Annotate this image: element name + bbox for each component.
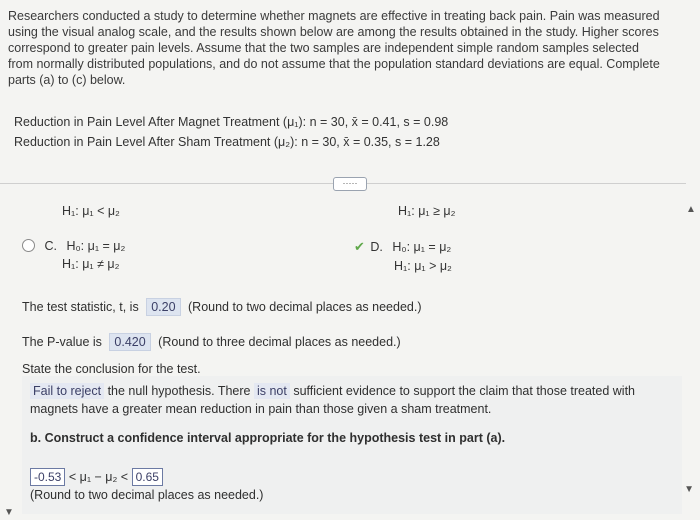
test-statistic-prefix: The test statistic, t, is <box>22 300 139 314</box>
sham-data-line: Reduction in Pain Level After Sham Treatment (μ₂): n = 30, x̄ = 0.35, s = 1.28 <box>14 135 440 149</box>
conclusion-line-2: magnets have a greater mean reduction in pain than those given a sham treatment. <box>30 402 492 416</box>
confidence-interval-row <box>30 468 163 486</box>
option-d[interactable] <box>354 239 452 273</box>
reject-dropdown[interactable]: Fail to reject <box>30 383 104 399</box>
intro-line: correspond to greater pain levels. Assume that the two samples are independent simple random samples selected <box>8 41 639 55</box>
p-value-note: (Round to three decimal places as needed.) <box>158 335 401 349</box>
option-c-h0: H₀: μ₁ = μ₂ <box>66 239 126 253</box>
option-a-h1: H₁: μ₁ ≥ μ₂ <box>398 204 456 218</box>
ci-upper-input[interactable]: 0.65 <box>132 468 163 486</box>
conclusion-text-1: the null hypothesis. There <box>107 384 251 398</box>
option-d-h1: H₁: μ₁ > μ₂ <box>394 259 452 273</box>
ci-note: (Round to two decimal places as needed.) <box>30 488 264 502</box>
test-statistic-answer[interactable]: 0.20 <box>146 298 180 316</box>
intro-line: Researchers conducted a study to determine whether magnets are effective in treating back pain. Pain was measured <box>8 9 660 23</box>
option-d-letter: D. <box>370 240 383 254</box>
scroll-down-arrow-icon[interactable]: ▼ <box>4 507 14 518</box>
option-c-h1: H₁: μ₁ ≠ μ₂ <box>62 257 120 271</box>
evidence-dropdown[interactable]: is not <box>254 383 290 399</box>
intro-line: using the visual analog scale, and the results shown below are among the results obtained in the study. Higher scores <box>8 25 659 39</box>
scroll-down-arrow-icon[interactable]: ▼ <box>684 484 694 495</box>
intro-line: parts (a) to (c) below. <box>8 73 126 87</box>
magnet-data-line: Reduction in Pain Level After Magnet Treatment (μ₁): n = 30, x̄ = 0.41, s = 0.98 <box>14 115 449 129</box>
part-b-prompt: b. Construct a confidence interval appropriate for the hypothesis test in part (a). <box>30 431 506 445</box>
conclusion-prompt: State the conclusion for the test. <box>22 362 201 376</box>
test-statistic-note: (Round to two decimal places as needed.) <box>188 300 422 314</box>
p-value-prefix: The P-value is <box>22 335 102 349</box>
answer-panel <box>22 376 682 514</box>
ci-middle: < μ₁ − μ₂ < <box>68 470 129 484</box>
p-value-row <box>22 333 401 351</box>
sample-data <box>14 112 674 152</box>
option-d-h0: H₀: μ₁ = μ₂ <box>392 240 452 254</box>
problem-statement <box>8 8 694 88</box>
test-statistic-row <box>22 298 421 316</box>
expand-button[interactable]: ····· <box>333 177 367 191</box>
ci-lower-input[interactable]: -0.53 <box>30 468 65 486</box>
intro-line: from normally distributed populations, and do not assume that the population standard deviations are equal. Complete <box>8 57 660 71</box>
checkmark-icon: ✔ <box>354 239 365 254</box>
option-c[interactable] <box>22 239 125 271</box>
p-value-answer[interactable]: 0.420 <box>109 333 150 351</box>
option-c-letter: C. <box>44 239 57 253</box>
scroll-up-arrow-icon[interactable]: ▲ <box>686 204 696 215</box>
conclusion-line-1 <box>30 384 635 398</box>
option-b-h1: H₁: μ₁ < μ₂ <box>62 204 120 218</box>
conclusion-text-2: sufficient evidence to support the claim that those treated with <box>293 384 635 398</box>
radio-button[interactable] <box>22 239 35 252</box>
